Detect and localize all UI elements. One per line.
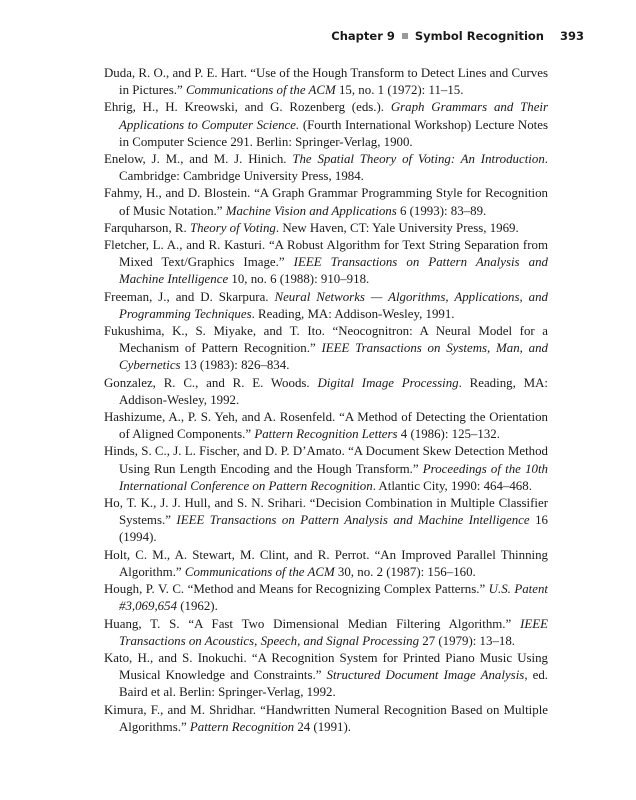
reference-entry (104, 220, 548, 237)
reference-text: Holt, C. M., A. Stewart, M. Clint, and R. Perrot. “An Improved Parallel Thinning Algorithm.” (104, 547, 548, 579)
reference-text: Duda, R. O., and P. E. Hart. “Use of the Hough Transform to Detect Lines and Curves in Pictures.” (104, 66, 548, 98)
reference-entry (104, 185, 548, 219)
running-header (331, 29, 584, 43)
reference-text: Kimura, F., and M. Shridhar. “Handwritten Numeral Recognition Based on Multiple Algorithms.” (104, 702, 548, 734)
reference-source-title: U.S. Patent #3,069,654 (119, 582, 548, 614)
reference-text: Kato, H., and S. Inokuchi. “A Recognition System for Printed Piano Music Using Musical Knowledge and Constraints.” (104, 650, 548, 683)
reference-text: 16 (1994). (119, 513, 548, 545)
reference-text: Fletcher, L. A., and R. Kasturi. “A Robust Algorithm for Text String Separation from Mixed Text/Graphics Image.” (104, 238, 548, 270)
reference-entry (104, 375, 548, 409)
reference-source-title: IEEE Transactions on Acoustics, Speech, and Signal Processing (119, 616, 548, 648)
reference-text: Fukushima, K., S. Miyake, and T. Ito. “Neocognitron: A Neural Model for a Mechanism of Pattern Recognition.” (104, 324, 548, 356)
reference-entry (104, 99, 548, 151)
reference-source-title: Communications of the ACM (185, 83, 336, 98)
reference-text: Ho, T. K., J. J. Hull, and S. N. Srihari. “Decision Combination in Multiple Classifier Systems.” (104, 496, 548, 528)
reference-text: Hough, P. V. C. “Method and Means for Recognizing Complex Patterns.” (104, 582, 489, 597)
reference-entry (104, 443, 548, 495)
reference-text: 15, no. 1 (1972): 11–15. (335, 83, 464, 98)
reference-text: Gonzalez, R. C., and R. E. Woods. (104, 375, 318, 390)
reference-source-title: Pattern Recognition (189, 719, 295, 734)
reference-entry (104, 702, 548, 736)
reference-source-title: Graph Grammars and Their Applications to Computer Science. (119, 100, 549, 132)
reference-text: 30, no. 2 (1987): 156–160. (334, 564, 476, 579)
reference-text: 6 (1993): 83–89. (396, 203, 487, 218)
reference-source-title: Pattern Recognition Letters (254, 427, 398, 442)
chapter-label: Chapter 9 (331, 29, 395, 43)
reference-text: Huang, T. S. “A Fast Two Dimensional Median Filtering Algorithm.” (104, 616, 521, 631)
reference-text: 4 (1986): 125–132. (397, 427, 500, 442)
reference-text: Enelow, J. M., and M. J. Hinich. (104, 152, 293, 167)
reference-text: Hinds, S. C., J. L. Fischer, and D. P. D’Amato. “A Document Skew Detection Method Using Run Length Encoding and the Hough Transform.” (104, 444, 548, 476)
reference-text: 27 (1979): 13–18. (419, 633, 516, 648)
reference-text: . Cambridge: Cambridge University Press, 1984. (119, 152, 548, 184)
reference-text: Ehrig, H., H. Kreowski, and G. Rozenberg (eds.). (104, 100, 391, 115)
reference-text: . Reading, MA: Addison-Wesley, 1992. (119, 375, 548, 407)
reference-source-title: IEEE Transactions on Systems, Man, and Cybernetics (119, 341, 548, 373)
reference-entry (104, 151, 548, 185)
reference-text: , ed. Baird et al. Berlin: Springer-Verlag, 1992. (119, 668, 548, 700)
reference-source-title: Digital Image Processing (317, 375, 459, 390)
reference-entry (104, 581, 548, 615)
reference-entry (104, 289, 548, 323)
reference-source-title: Communications of the ACM (184, 564, 335, 579)
reference-text: Farquharson, R. (104, 220, 190, 235)
reference-text: . Reading, MA: Addison-Wesley, 1991. (251, 306, 455, 321)
reference-source-title: IEEE Transactions on Pattern Analysis and Machine Intelligence (119, 255, 548, 287)
page-number: 393 (559, 29, 584, 43)
reference-entry (104, 237, 548, 289)
reference-text: 13 (1983): 826–834. (180, 358, 290, 373)
reference-text: Fahmy, H., and D. Blostein. “A Graph Grammar Programming Style for Recognition of Music Notation.” (104, 186, 548, 218)
section-title: Symbol Recognition (414, 29, 544, 43)
reference-text: (Fourth International Workshop) Lecture Notes in Computer Science 291. Berlin: Springer-Verlag, 1900. (119, 117, 548, 149)
header-separator-square (402, 33, 408, 39)
reference-text: Freeman, J., and D. Skarpura. (104, 289, 275, 304)
reference-list (104, 65, 548, 736)
reference-entry (104, 409, 548, 443)
reference-source-title: Proceedings of the 10th International Conference on Pattern Recognition (119, 461, 548, 493)
reference-entry (104, 323, 548, 375)
reference-source-title: IEEE Transactions on Pattern Analysis and Machine Intelligence (176, 513, 530, 528)
reference-text: . Atlantic City, 1990: 464–468. (372, 478, 532, 493)
reference-text: . New Haven, CT: Yale University Press, 1969. (275, 220, 519, 235)
reference-text: (1962). (177, 599, 218, 614)
reference-entry (104, 650, 548, 702)
reference-entry (104, 65, 548, 99)
reference-entry (104, 547, 548, 581)
reference-text: Hashizume, A., P. S. Yeh, and A. Rosenfeld. “A Method of Detecting the Orientation of Aligned Components.” (104, 410, 548, 442)
reference-source-title: Structured Document Image Analysis (326, 668, 525, 683)
reference-text: 24 (1991). (294, 719, 352, 734)
reference-source-title: The Spatial Theory of Voting: An Introduction (292, 152, 545, 167)
reference-source-title: Neural Networks — Algorithms, Applications, and Programming Techniques (119, 289, 548, 321)
reference-entry (104, 495, 548, 547)
reference-entry (104, 616, 548, 650)
reference-text: 10, no. 6 (1988): 910–918. (228, 272, 370, 287)
reference-source-title: Machine Vision and Applications (225, 203, 397, 218)
reference-source-title: Theory of Voting (189, 220, 276, 235)
